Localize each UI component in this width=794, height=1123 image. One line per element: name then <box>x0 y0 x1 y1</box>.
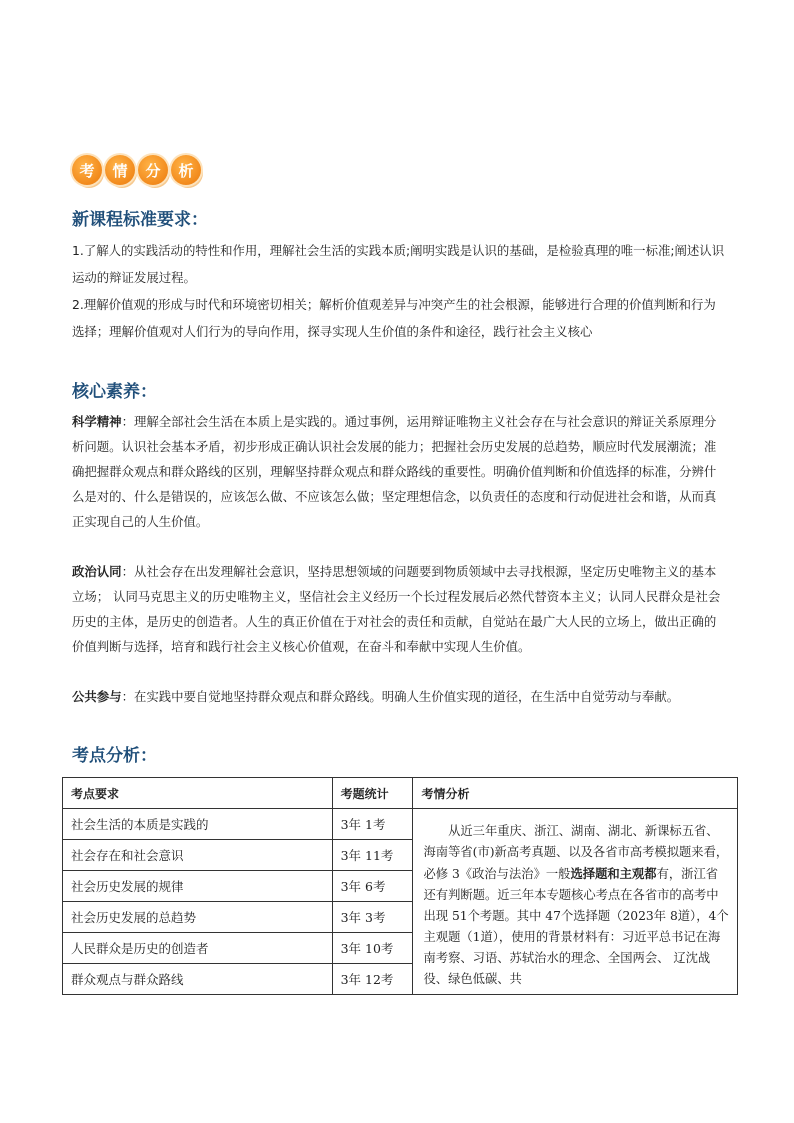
table-header-row <box>63 778 738 809</box>
topic-cell: 社会生活的本质是实践的 <box>63 809 333 840</box>
core-item-politics <box>72 559 728 659</box>
table-row <box>63 809 738 840</box>
summary-pre: 从近三年重庆、浙江、湖南、湖北、新课标五省、海南等省(市)新高考真题、以及各省市高考模拟题来看，必修 3《政治与法治》一般 <box>423 824 729 881</box>
core-text-science: ：理解全部社会生活在本质上是实践的。通过事例，运用辩证唯物主义社会存在与社会意识的辩证关系原理分析问题。认识社会基本矛盾，初步形成正确认识社会发展的能力；把握社会历史发展的总趋势，顺应时代发展潮流；准确把握群众观点和群众路线的区别，理解坚持群众观点和群众路线的重要性。明确价值判断和价值选择的标准，分辨什么是对的、什么是错误的，应该怎么做、不应该怎么做；坚定理想信念，以负责任的态度和行动促进社会和谐，从而真正实现自己的人生价值。 <box>72 414 717 529</box>
exam-points-table <box>62 777 738 995</box>
section-banner <box>72 150 204 190</box>
standard-item-2: 2.理解价值观的形成与时代和环境密切相关；解析价值观差异与冲突产生的社会根源，能够进行合理的价值判断和行为选择；理解价值观对人们行为的导向作用，探寻实现人生价值的条件和途径，践行社会主义核心 <box>72 297 716 339</box>
header-analysis: 考情分析 <box>413 778 738 809</box>
topic-cell: 人民群众是历史的创造者 <box>63 933 333 964</box>
banner-char-1: 考 <box>72 155 102 185</box>
core-label-science: 科学精神 <box>72 414 122 429</box>
core-title: 核心素养： <box>72 382 157 402</box>
header-stat: 考题统计 <box>332 778 413 809</box>
core-label-politics: 政治认同 <box>72 564 122 579</box>
core-text-politics: ：从社会存在出发理解社会意识，坚持思想领域的问题要到物质领域中去寻找根源，坚定历史唯物主义的基本立场； 认同马克思主义的历史唯物主义，坚信社会主义经历一个长过程发展后必然代替资本主义；认同人民群众是社会历史的主体，是历史的创造者。人生的真正价值在于对社会的责任和贡献，自觉站在最广大人民的立场上，做出正确的价值判断与选择，培育和践行社会主义核心价值观，在奋斗和奉献中实现人生价值。 <box>72 564 721 654</box>
topic-cell: 社会历史发展的总趋势 <box>63 902 333 933</box>
stat-cell: 3年 12考 <box>332 964 413 995</box>
stat-cell: 3年 1考 <box>332 809 413 840</box>
standard-item-1: 1.了解人的实践活动的特性和作用，理解社会生活的实践本质;阐明实践是认识的基础，是检验真理的唯一标准;阐述认识运动的辩证发展过程。 <box>72 243 725 285</box>
core-text-public: ：在实践中要自觉地坚持群众观点和群众路线。明确人生价值实现的道径，在生活中自觉劳动与奉献。 <box>121 689 680 704</box>
header-topic: 考点要求 <box>63 778 333 809</box>
stat-cell: 3年 11考 <box>332 840 413 871</box>
topic-cell: 社会历史发展的规律 <box>63 871 333 902</box>
banner-char-2: 情 <box>105 155 135 185</box>
core-item-science <box>72 409 728 534</box>
banner-char-3: 分 <box>138 155 168 185</box>
banner-char-4: 析 <box>171 155 201 185</box>
summary-bold: 选择题和主观都 <box>570 866 657 881</box>
stat-cell: 3年 6考 <box>332 871 413 902</box>
core-label-public: 公共参与 <box>72 689 122 704</box>
analysis-title: 考点分析： <box>72 746 157 766</box>
stat-cell: 3年 3考 <box>332 902 413 933</box>
analysis-summary <box>413 809 738 995</box>
topic-cell: 群众观点与群众路线 <box>63 964 333 995</box>
core-item-public <box>72 684 728 709</box>
summary-post: 有，浙江省还有判断题。近三年本专题核心考点在各省市的高考中出现 51个考题。其中 47个选择题（2023年 8道），4个主观题（1道），使用的背景材料有：习近平总书记在海南考察、习语、苏轼治水的理念、全国两会、 辽沈战役、绿色低碳、共 <box>423 867 729 986</box>
standard-title: 新课程标准要求： <box>72 210 208 230</box>
stat-cell: 3年 10考 <box>332 933 413 964</box>
topic-cell: 社会存在和社会意识 <box>63 840 333 871</box>
